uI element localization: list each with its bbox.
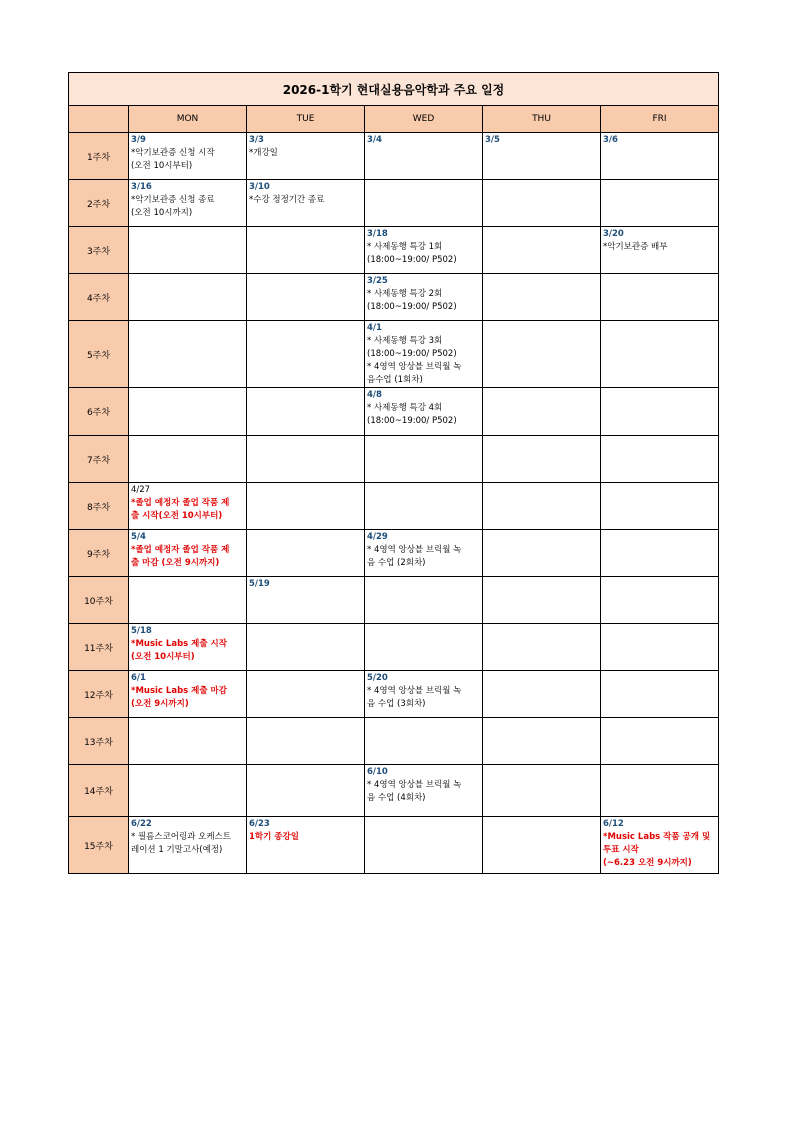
event-text: (오전 10시부터) (131, 652, 195, 662)
schedule-cell-thu (483, 530, 601, 577)
schedule-cell-mon (129, 388, 247, 436)
cell-date: 6/10 (367, 767, 388, 777)
event-text: *악기보관증 신청 시작 (131, 148, 215, 158)
day-header-wed: WED (365, 106, 483, 133)
schedule-cell-tue (247, 718, 365, 765)
schedule-cell-thu (483, 577, 601, 624)
cell-date: 4/1 (367, 323, 382, 333)
event-text: *Music Labs 제출 마감 (131, 686, 227, 696)
schedule-cell-wed (365, 227, 483, 274)
event-text: 음 수업 (3회차) (367, 699, 426, 709)
week-label: 11주차 (69, 624, 129, 671)
event-text: *악기보관증 신청 종료 (131, 195, 215, 205)
schedule-cell-thu (483, 180, 601, 227)
week-row (69, 436, 719, 483)
schedule-cell-fri (601, 718, 719, 765)
schedule-cell-tue (247, 530, 365, 577)
schedule-cell-thu (483, 321, 601, 388)
schedule-cell-fri (601, 274, 719, 321)
schedule-cell-tue (247, 483, 365, 530)
cell-date: 5/20 (367, 673, 388, 683)
schedule-cell-tue (247, 765, 365, 817)
schedule-cell-thu (483, 765, 601, 817)
day-header-fri: FRI (601, 106, 719, 133)
schedule-cell-wed (365, 817, 483, 874)
schedule-cell-mon (129, 624, 247, 671)
schedule-cell-tue (247, 671, 365, 718)
event-text: 투표 시작 (603, 845, 639, 855)
schedule-cell-wed (365, 274, 483, 321)
schedule-cell-mon (129, 483, 247, 530)
week-row (69, 624, 719, 671)
week-row (69, 388, 719, 436)
cell-date: 3/6 (603, 135, 618, 145)
schedule-cell-wed (365, 388, 483, 436)
event-text: *Music Labs 제출 시작 (131, 639, 227, 649)
schedule-cell-wed (365, 483, 483, 530)
event-text: * 사제동행 특강 3회 (367, 336, 443, 346)
schedule-cell-thu (483, 624, 601, 671)
cell-date: 5/19 (249, 579, 270, 589)
schedule-cell-tue (247, 388, 365, 436)
week-row (69, 765, 719, 817)
event-text: *Music Labs 작품 공개 및 (603, 832, 711, 842)
schedule-cell-fri (601, 817, 719, 874)
schedule-body (69, 73, 719, 874)
week-label: 10주차 (69, 577, 129, 624)
schedule-cell-thu (483, 671, 601, 718)
schedule-cell-fri (601, 436, 719, 483)
cell-date: 6/23 (249, 819, 270, 829)
schedule-cell-mon (129, 530, 247, 577)
cell-date: 3/5 (485, 135, 500, 145)
week-label: 3주차 (69, 227, 129, 274)
event-text: *수강 정정기간 종료 (249, 195, 325, 205)
cell-date: 6/1 (131, 673, 146, 683)
schedule-cell-wed (365, 765, 483, 817)
schedule-cell-mon (129, 321, 247, 388)
schedule-cell-fri (601, 577, 719, 624)
event-text: * 사제동행 특강 1회 (367, 242, 443, 252)
schedule-cell-thu (483, 436, 601, 483)
event-text: (오전 10시까지) (131, 208, 193, 218)
week-label: 5주차 (69, 321, 129, 388)
event-text: *졸업 예정자 졸업 작품 제 (131, 498, 230, 508)
week-row (69, 671, 719, 718)
week-row (69, 483, 719, 530)
schedule-cell-thu (483, 483, 601, 530)
week-row (69, 530, 719, 577)
schedule-cell-mon (129, 671, 247, 718)
week-label: 4주차 (69, 274, 129, 321)
event-text: * 사제동행 특강 4회 (367, 403, 443, 413)
week-label: 9주차 (69, 530, 129, 577)
week-row (69, 577, 719, 624)
schedule-cell-thu (483, 227, 601, 274)
schedule-cell-wed (365, 436, 483, 483)
schedule-cell-thu (483, 388, 601, 436)
schedule-cell-wed (365, 530, 483, 577)
cell-date: 4/27 (131, 485, 151, 495)
schedule-cell-fri (601, 133, 719, 180)
schedule-cell-mon (129, 227, 247, 274)
schedule-cell-tue (247, 321, 365, 388)
event-text: *악기보관증 배부 (603, 242, 668, 252)
schedule-cell-thu (483, 817, 601, 874)
week-label: 8주차 (69, 483, 129, 530)
schedule-table (68, 72, 719, 874)
cell-date: 6/12 (603, 819, 624, 829)
week-label: 6주차 (69, 388, 129, 436)
schedule-cell-wed (365, 133, 483, 180)
schedule-cell-fri (601, 671, 719, 718)
cell-date: 3/4 (367, 135, 382, 145)
cell-date: 6/22 (131, 819, 152, 829)
schedule-cell-fri (601, 624, 719, 671)
schedule-cell-mon (129, 718, 247, 765)
schedule-cell-tue (247, 274, 365, 321)
event-text: (~6.23 오전 9시까지) (603, 858, 692, 868)
schedule-cell-thu (483, 133, 601, 180)
week-row (69, 274, 719, 321)
schedule-cell-tue (247, 180, 365, 227)
title-row (69, 73, 719, 106)
cell-date: 3/25 (367, 276, 388, 286)
event-text: 1학기 종강일 (249, 832, 299, 842)
schedule-cell-wed (365, 718, 483, 765)
event-text: *개강일 (249, 148, 278, 158)
schedule-cell-mon (129, 577, 247, 624)
week-row (69, 180, 719, 227)
day-header-thu: THU (483, 106, 601, 133)
schedule-cell-mon (129, 817, 247, 874)
schedule-cell-tue (247, 577, 365, 624)
event-text: 음수업 (1회차) (367, 375, 423, 385)
event-text: (18:00~19:00/ P502) (367, 302, 457, 312)
event-text: * 4영역 앙상블 브릭월 녹 (367, 686, 462, 696)
week-row (69, 817, 719, 874)
cell-date: 3/9 (131, 135, 146, 145)
cell-date: 3/20 (603, 229, 624, 239)
cell-date: 4/8 (367, 390, 382, 400)
event-text: 출 마감 (오전 9시까지) (131, 558, 220, 568)
schedule-cell-wed (365, 577, 483, 624)
event-text: 음 수업 (2회차) (367, 558, 426, 568)
week-row (69, 718, 719, 765)
cell-date: 3/16 (131, 182, 152, 192)
cell-date: 3/18 (367, 229, 388, 239)
schedule-cell-tue (247, 817, 365, 874)
schedule-cell-wed (365, 180, 483, 227)
schedule-cell-mon (129, 436, 247, 483)
event-text: (오전 9시까지) (131, 699, 189, 709)
week-label: 15주차 (69, 817, 129, 874)
event-text: 음 수업 (4회차) (367, 793, 426, 803)
schedule-cell-thu (483, 718, 601, 765)
schedule-cell-mon (129, 180, 247, 227)
page-title: 2026-1학기 현대실용음악학과 주요 일정 (69, 73, 719, 106)
schedule-cell-wed (365, 624, 483, 671)
event-text: * 4영역 앙상블 브릭월 녹 (367, 362, 462, 372)
event-text: * 필름스코어링과 오케스트 (131, 832, 231, 842)
cell-date: 5/4 (131, 532, 146, 542)
schedule-cell-fri (601, 321, 719, 388)
schedule-cell-mon (129, 274, 247, 321)
schedule-cell-fri (601, 388, 719, 436)
week-row (69, 227, 719, 274)
event-text: (18:00~19:00/ P502) (367, 349, 457, 359)
event-text: (18:00~19:00/ P502) (367, 416, 457, 426)
schedule-cell-fri (601, 765, 719, 817)
schedule-cell-fri (601, 180, 719, 227)
schedule-cell-tue (247, 624, 365, 671)
cell-date: 3/10 (249, 182, 270, 192)
cell-date: 3/3 (249, 135, 264, 145)
schedule-cell-tue (247, 436, 365, 483)
week-label: 13주차 (69, 718, 129, 765)
week-row (69, 133, 719, 180)
event-text: * 사제동행 특강 2회 (367, 289, 443, 299)
cell-date: 5/18 (131, 626, 152, 636)
schedule-cell-fri (601, 483, 719, 530)
event-text: * 4영역 앙상블 브릭월 녹 (367, 545, 462, 555)
day-header-mon: MON (129, 106, 247, 133)
event-text: 레이션 1 기말고사(예정) (131, 845, 223, 855)
event-text: (18:00~19:00/ P502) (367, 255, 457, 265)
header-row (69, 106, 719, 133)
schedule-cell-fri (601, 227, 719, 274)
schedule-cell-tue (247, 133, 365, 180)
week-label: 14주차 (69, 765, 129, 817)
week-label: 1주차 (69, 133, 129, 180)
schedule-cell-wed (365, 671, 483, 718)
schedule-cell-mon (129, 765, 247, 817)
event-text: (오전 10시부터) (131, 161, 193, 171)
event-text: *졸업 예정자 졸업 작품 제 (131, 545, 230, 555)
schedule-cell-wed (365, 321, 483, 388)
corner-cell (69, 106, 129, 133)
schedule-cell-thu (483, 274, 601, 321)
week-label: 2주차 (69, 180, 129, 227)
schedule-cell-mon (129, 133, 247, 180)
event-text: 출 시작(오전 10시부터) (131, 511, 223, 521)
cell-date: 4/29 (367, 532, 388, 542)
day-header-tue: TUE (247, 106, 365, 133)
event-text: * 4영역 앙상블 브릭월 녹 (367, 780, 462, 790)
schedule-cell-fri (601, 530, 719, 577)
week-label: 7주차 (69, 436, 129, 483)
schedule-cell-tue (247, 227, 365, 274)
week-row (69, 321, 719, 388)
week-label: 12주차 (69, 671, 129, 718)
